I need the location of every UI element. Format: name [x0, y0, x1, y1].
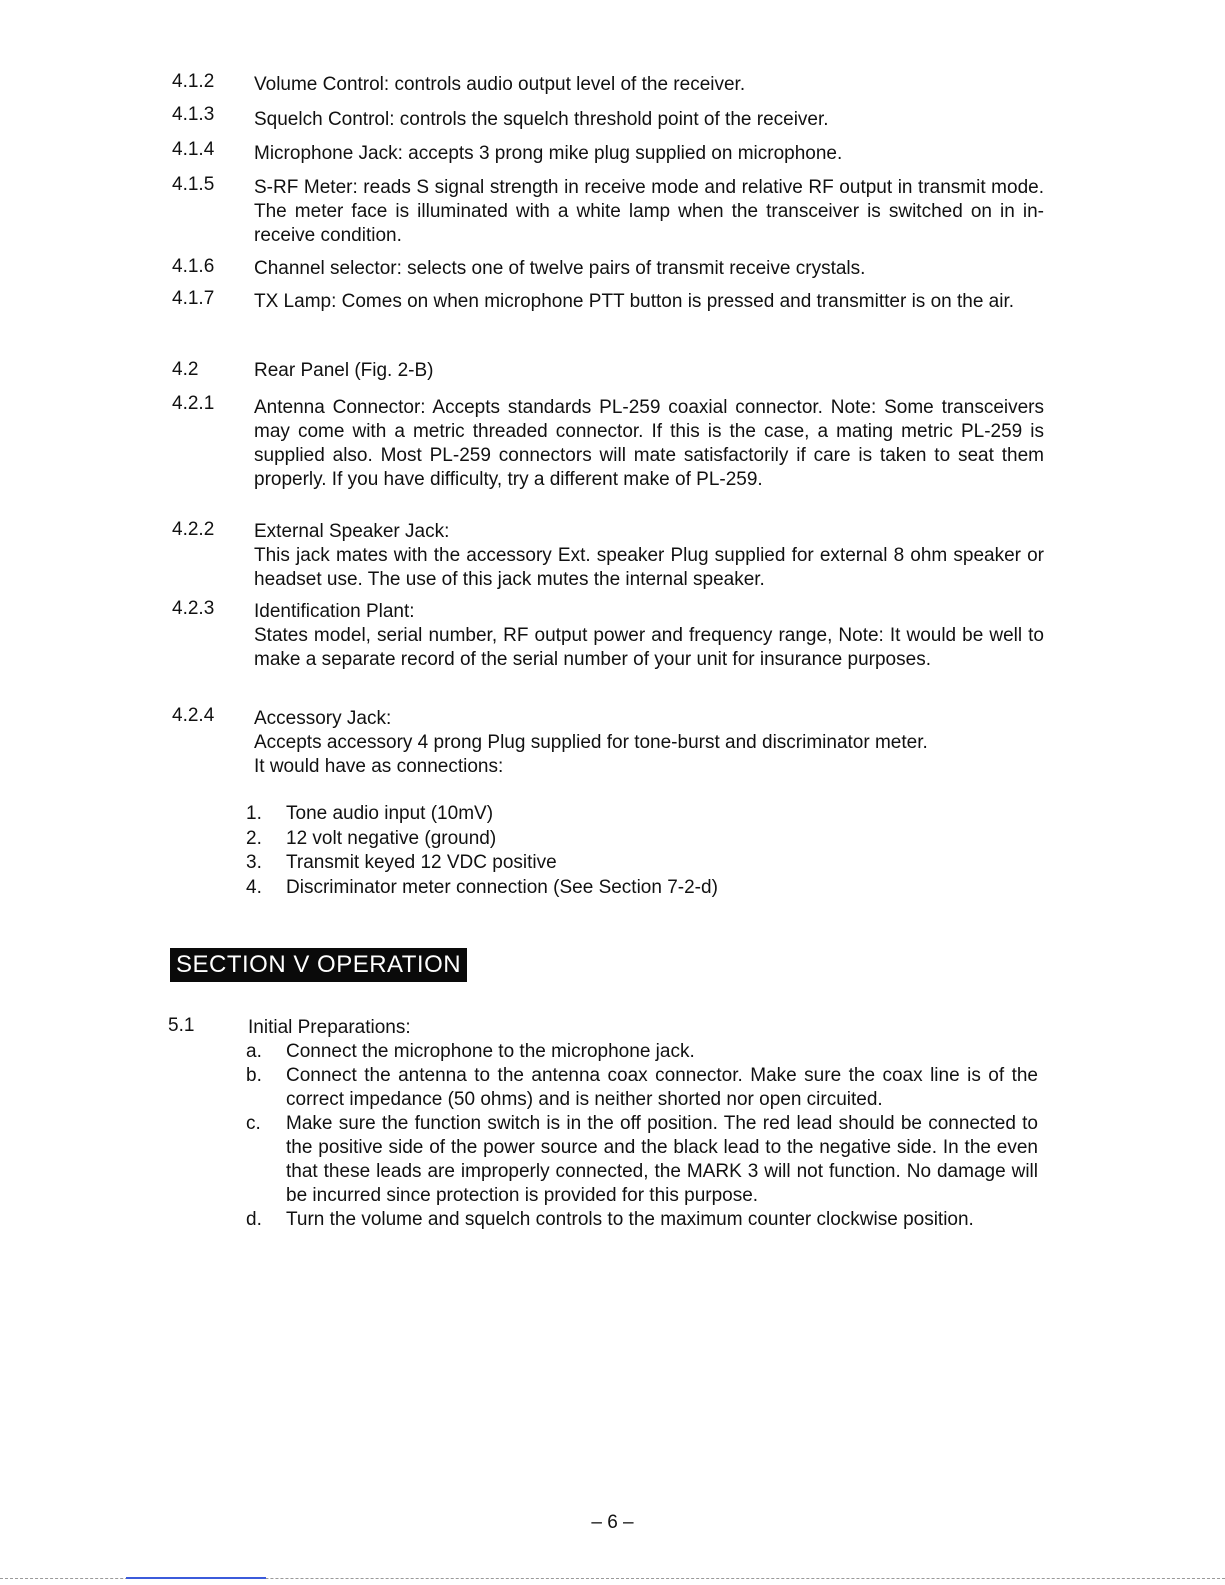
item-text: S-RF Meter: reads S signal strength in receive mode and relative RF output in transmit mode. The meter face is illuminated with a white lamp when the transceiver is switched on in in-receive condition.: [254, 177, 1044, 246]
item-number: 4.2.3: [172, 598, 215, 619]
list-item: [246, 1208, 1046, 1232]
item-text: Accessory Jack: Accepts accessory 4 prong Plug supplied for tone-burst and discriminator meter. It would have as connections:: [254, 708, 928, 777]
item-number: 5.1: [168, 1015, 195, 1036]
item-number: 4.2.2: [172, 519, 215, 540]
list-text: 12 volt negative (ground): [286, 827, 497, 849]
list-marker: c.: [246, 1113, 261, 1134]
list-text: Discriminator meter connection (See Section 7-2-d): [286, 876, 718, 898]
item-number: 4.1.6: [172, 256, 215, 277]
list-item: [246, 1112, 1046, 1208]
list-marker: 3.: [246, 852, 262, 873]
list-item: [246, 1064, 1046, 1112]
item-text: Squelch Control: controls the squelch threshold point of the receiver.: [254, 109, 829, 130]
subsection-heading: Initial Preparations:: [248, 1017, 411, 1038]
list-marker: 2.: [246, 827, 262, 849]
list-marker: d.: [246, 1209, 262, 1230]
item-number: 4.1.7: [172, 288, 215, 309]
item-text: TX Lamp: Comes on when microphone PTT button is pressed and transmitter is on the air.: [254, 291, 1015, 312]
list-text: Connect the microphone to the microphone jack.: [286, 1041, 695, 1062]
list-marker: a.: [246, 1041, 262, 1062]
item-text: Identification Plant: States model, serial number, RF output power and frequency range, Note: It would be well to make a separate record of the serial number of your unit for insurance purposes.: [254, 601, 1044, 670]
list-marker: 1.: [246, 803, 262, 824]
list-text: Connect the antenna to the antenna coax connector. Make sure the coax line is of the correct impedance (50 ohms) and is neither shorted nor open circuited.: [286, 1065, 1038, 1110]
list-text: Transmit keyed 12 VDC positive: [286, 852, 557, 873]
item-text: Antenna Connector: Accepts standards PL-259 coaxial connector. Note: Some transceivers may come with a metric threaded connector. If this is the case, a mating metric PL-259 is supplied also. Most PL-259 connectors will mate satisfactorily if care is taken to seat them properly. If you have difficulty, try a different make of PL-259.: [254, 397, 1044, 490]
item-number: 4.1.2: [172, 71, 215, 92]
page-bottom-marker: [126, 1577, 266, 1579]
item-number: 4.1.3: [172, 104, 215, 125]
item-number: 4.2.1: [172, 393, 215, 414]
item-number: 4.1.5: [172, 174, 215, 195]
list-marker: b.: [246, 1065, 262, 1086]
item-text: Rear Panel (Fig. 2-B): [254, 360, 434, 381]
list-text: Tone audio input (10mV): [286, 803, 494, 824]
item-text: Channel selector: selects one of twelve pairs of transmit receive crystals.: [254, 258, 866, 279]
list-text: Make sure the function switch is in the off position. The red lead should be connected to the positive side of the power source and the black lead to the negative side. In the even that these leads are improperly connected, the MARK 3 will not function. No damage will be incurred since protection is provided for this purpose.: [286, 1113, 1038, 1206]
item-text: Microphone Jack: accepts 3 prong mike plug supplied on microphone.: [254, 143, 843, 164]
item-number: 4.1.4: [172, 139, 215, 160]
list-marker: 4.: [246, 876, 262, 898]
preparation-steps: [246, 1040, 1046, 1232]
item-text: External Speaker Jack: This jack mates with the accessory Ext. speaker Plug supplied for external 8 ohm speaker or headset use. The use of this jack mutes the internal speaker.: [254, 521, 1044, 590]
list-item: [246, 1040, 1046, 1064]
section-heading-banner: SECTION V OPERATION: [170, 948, 467, 982]
list-text: Turn the volume and squelch controls to the maximum counter clockwise position.: [286, 1209, 974, 1230]
item-text: Volume Control: controls audio output level of the receiver.: [254, 74, 746, 95]
page-number: – 6 –: [591, 1512, 634, 1533]
item-number: 4.2.4: [172, 705, 215, 726]
item-number: 4.2: [172, 359, 199, 380]
